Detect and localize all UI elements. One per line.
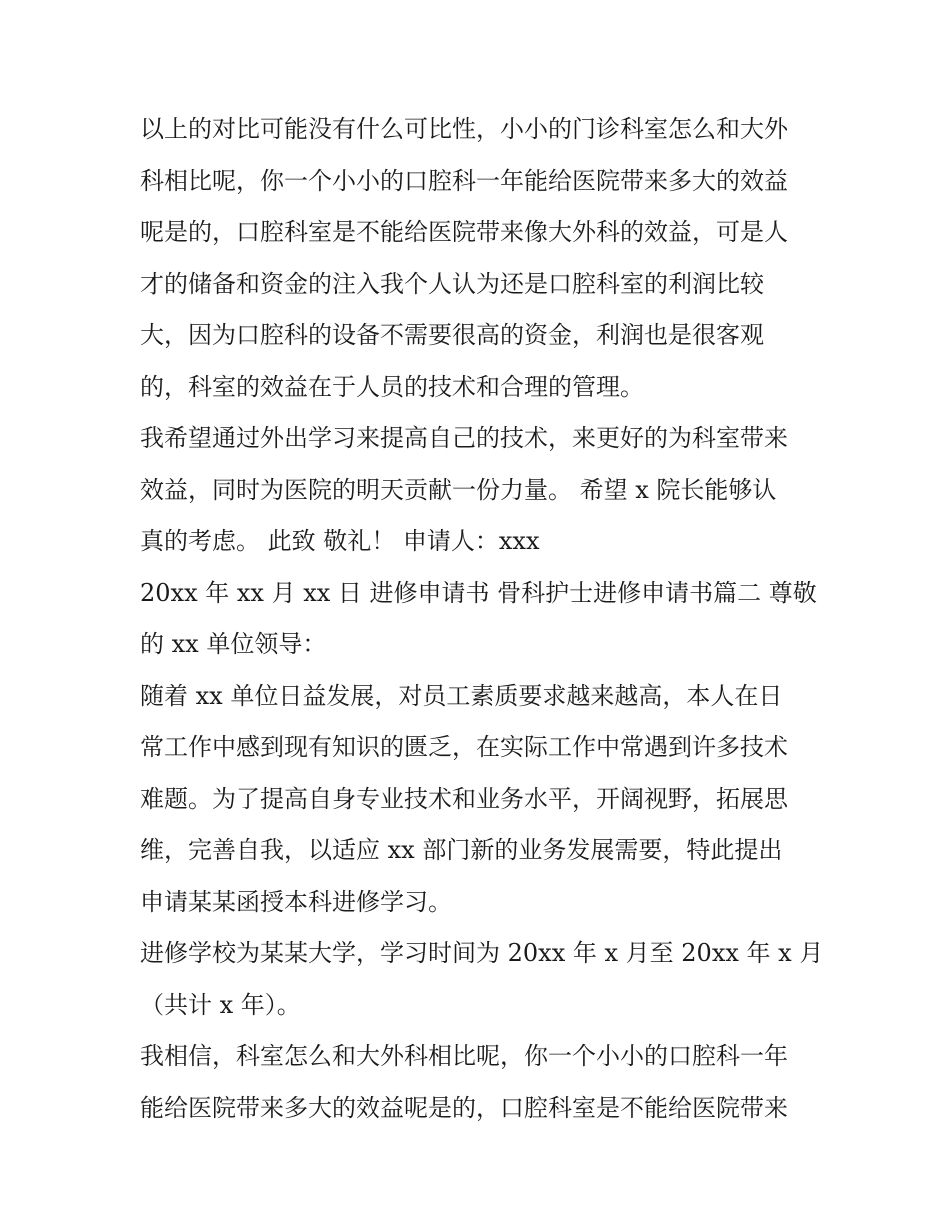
text-line: 随着 xx 单位日益发展，对员工素质要求越来越高，本人在日 [140,681,783,710]
text-line: 维，完善自我，以适应 xx 部门新的业务发展需要，特此提出 [140,836,783,864]
text-line: 的，科室的效益在于人员的技术和合理的管理。 [140,372,644,401]
text-line: 科相比呢，你一个小小的口腔科一年能给医院带来多大的效益 [140,166,788,195]
text-line: 我相信，科室怎么和大外科相比呢，你一个小小的口腔科一年 [140,1042,788,1070]
document-body [140,104,824,1134]
text-line: 真的考虑。 此致 敬礼！ 申请人：xxx [140,527,540,555]
text-line: 的 xx 单位领导： [140,630,327,658]
text-line: 效益，同时为医院的明天贡献一份力量。 希望 x 院长能够认 [140,475,777,504]
text-line: 呢是的，口腔科室是不能给医院带来像大外科的效益，可是人 [140,218,788,246]
text-line: 才的储备和资金的注入我个人认为还是口腔科室的利润比较 [140,269,764,298]
text-line: 常工作中感到现有知识的匮乏，在实际工作中常遇到许多技术 [140,733,788,761]
text-line: 难题。为了提高自身专业技术和业务水平，开阔视野，拓展思 [140,784,788,813]
text-line: 能给医院带来多大的效益呢是的，口腔科室是不能给医院带来 [140,1093,788,1122]
text-line: 我希望通过外出学习来提高自己的技术，来更好的为科室带来 [140,424,788,452]
text-line: 以上的对比可能没有什么可比性，小小的门诊科室怎么和大外 [140,115,788,143]
text-line: 进修学校为某某大学，学习时间为 20xx 年 x 月至 20xx 年 x 月 [140,939,824,967]
text-line: 大，因为口腔科的设备不需要很高的资金，利润也是很客观 [140,321,764,349]
text-line: 申请某某函授本科进修学习。 [140,887,452,916]
text-line: 20xx 年 xx 月 xx 日 进修申请书 骨科护士进修申请书篇二 尊敬 [140,578,817,607]
text-line: （共计 x 年）。 [140,990,301,1019]
